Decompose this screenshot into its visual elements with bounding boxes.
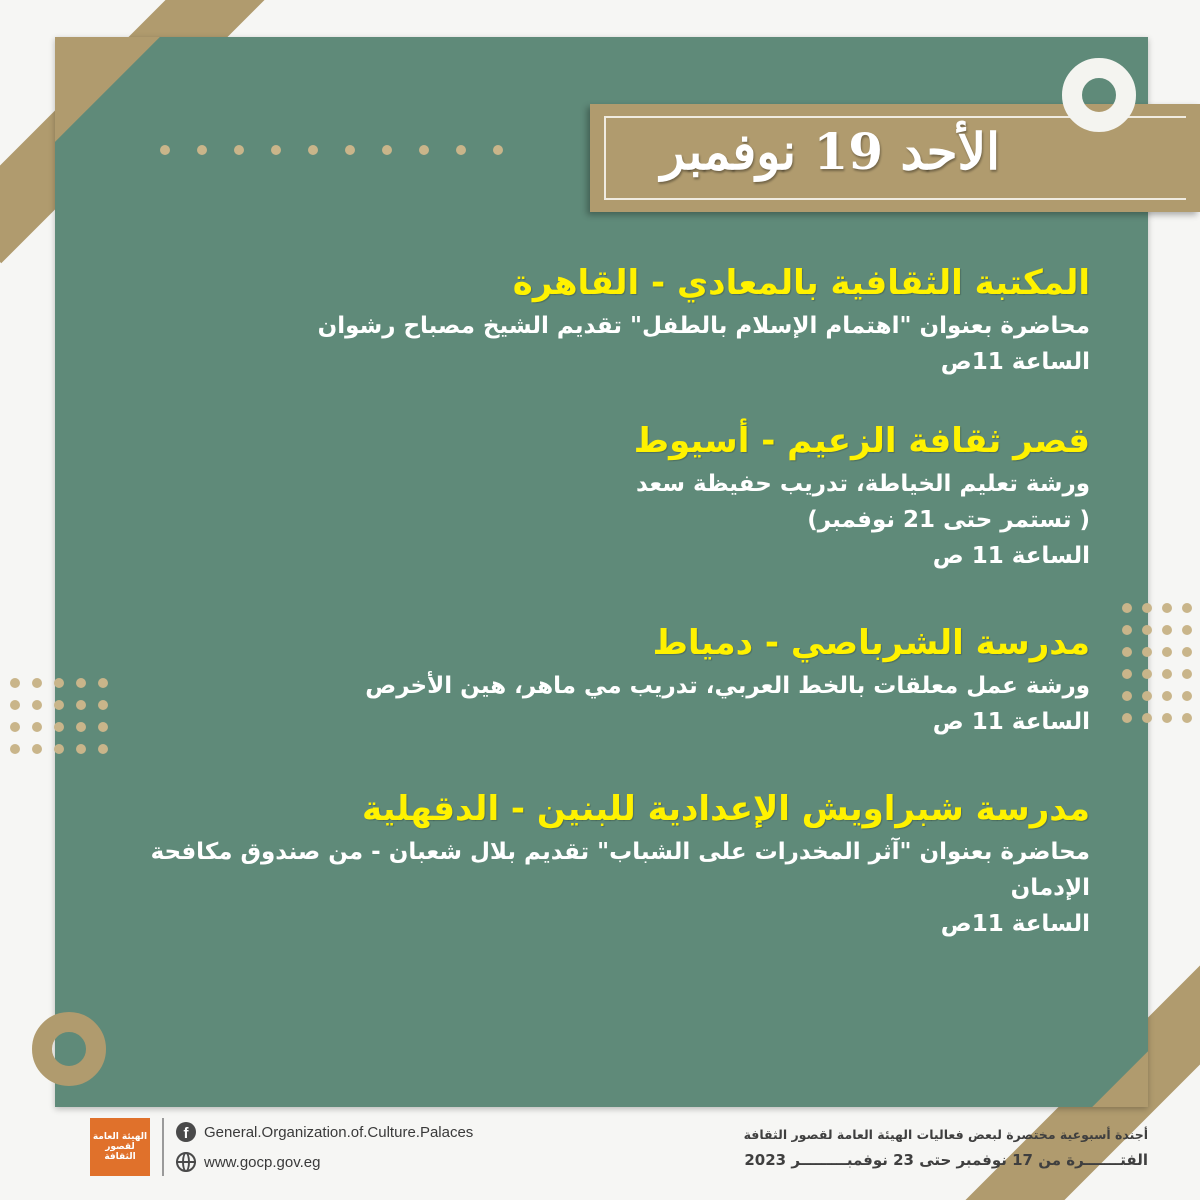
decor-dot <box>1122 625 1132 635</box>
decor-dot <box>54 700 64 710</box>
event-item <box>120 416 1090 574</box>
decor-dot <box>493 145 503 155</box>
date-title: الأحد 19 نوفمبر <box>660 122 1000 181</box>
decor-dot <box>1122 713 1132 723</box>
event-line: محاضرة بعنوان "آثر المخدرات على الشباب" تقديم بلال شعبان - من صندوق مكافحة الإدمان <box>150 839 1090 901</box>
decor-dot <box>345 145 355 155</box>
gocp-logo: الهيئة العامة لقصور الثقافة <box>90 1118 150 1176</box>
footer-agenda-info <box>744 1124 1148 1174</box>
website-row[interactable] <box>176 1152 473 1172</box>
event-time: الساعة 11ص <box>940 349 1090 375</box>
event-item <box>120 784 1090 942</box>
decor-dot <box>1182 669 1192 679</box>
decor-dot <box>1142 625 1152 635</box>
agenda-caption: أجندة أسبوعية مختصرة لبعض فعاليات الهيئة العامة لقصور الثقافة <box>743 1127 1148 1142</box>
decor-dot <box>1162 669 1172 679</box>
decor-dot <box>1142 647 1152 657</box>
decor-dot <box>1182 713 1192 723</box>
event-venue: قصر ثقافة الزعيم - أسيوط <box>633 421 1090 461</box>
decor-dot <box>1122 691 1132 701</box>
decor-dot <box>1162 713 1172 723</box>
events-list <box>120 258 1090 978</box>
decor-dot <box>32 722 42 732</box>
decor-dot <box>1142 669 1152 679</box>
decor-dot <box>98 678 108 688</box>
decor-dot <box>32 700 42 710</box>
decor-dot <box>10 744 20 754</box>
event-line: ورشة عمل معلقات بالخط العربي، تدريب مي ماهر، هين الأخرص <box>365 673 1090 699</box>
event-time: الساعة 11ص <box>940 911 1090 937</box>
decor-dot <box>419 145 429 155</box>
decor-dot <box>271 145 281 155</box>
decor-dot <box>1182 691 1192 701</box>
decor-dot <box>10 722 20 732</box>
decor-dot <box>1162 625 1172 635</box>
event-venue: مدرسة شبراويش الإعدادية للبنين - الدقهلية <box>361 789 1090 829</box>
decor-dot <box>382 145 392 155</box>
decor-dot <box>98 744 108 754</box>
decor-dot <box>197 145 207 155</box>
website-link[interactable]: www.gocp.gov.eg <box>204 1153 321 1171</box>
decor-dot <box>76 744 86 754</box>
decor-dot <box>1162 647 1172 657</box>
decor-dot <box>1122 669 1132 679</box>
decor-ring-bottom <box>32 1012 106 1086</box>
decor-dot <box>1142 713 1152 723</box>
decor-dot <box>1162 603 1172 613</box>
event-line: محاضرة بعنوان "اهتمام الإسلام بالطفل" تقديم الشيخ مصباح رشوان <box>317 313 1090 339</box>
decor-dot <box>98 700 108 710</box>
decor-dot <box>1122 603 1132 613</box>
decor-dot <box>1122 647 1132 657</box>
facebook-link[interactable]: General.Organization.of.Culture.Palaces <box>204 1123 474 1141</box>
decor-dot <box>234 145 244 155</box>
decor-dot <box>54 722 64 732</box>
decor-dot <box>98 722 108 732</box>
decor-dot <box>76 722 86 732</box>
decor-dot <box>54 744 64 754</box>
decor-dot <box>1162 691 1172 701</box>
decor-dot <box>1142 691 1152 701</box>
event-item <box>120 258 1090 380</box>
decor-dot <box>54 678 64 688</box>
facebook-icon: f <box>176 1122 196 1142</box>
event-venue: المكتبة الثقافية بالمعادي - القاهرة <box>512 263 1090 303</box>
decor-dot <box>32 744 42 754</box>
globe-icon <box>176 1152 196 1172</box>
event-line: ورشة تعليم الخياطة، تدريب حفيظة سعد <box>636 471 1090 497</box>
decor-dot <box>10 678 20 688</box>
event-time: الساعة 11 ص <box>932 543 1090 569</box>
event-time: الساعة 11 ص <box>932 709 1090 735</box>
event-item <box>120 618 1090 740</box>
event-venue: مدرسة الشرباصي - دمياط <box>652 623 1090 663</box>
decor-dot <box>160 145 170 155</box>
decor-ring-top <box>1062 58 1136 132</box>
decor-dot <box>32 678 42 688</box>
footer-contacts <box>90 1118 473 1176</box>
decor-dot <box>10 700 20 710</box>
decor-dot <box>308 145 318 155</box>
facebook-row[interactable] <box>176 1122 473 1142</box>
contact-list <box>176 1122 473 1172</box>
decor-dot <box>1182 603 1192 613</box>
decor-dot <box>1182 647 1192 657</box>
footer-divider <box>162 1118 164 1176</box>
decor-dot <box>456 145 466 155</box>
decor-dot <box>76 678 86 688</box>
decor-dot <box>76 700 86 710</box>
decor-dot <box>1142 603 1152 613</box>
period-caption: الفتـــــــرة من 17 نوفمبر حتى 23 نوفمبـــــــــر 2023 <box>744 1151 1148 1169</box>
decor-dot <box>1182 625 1192 635</box>
event-line: ( تستمر حتى 21 نوفمبر) <box>807 507 1090 533</box>
